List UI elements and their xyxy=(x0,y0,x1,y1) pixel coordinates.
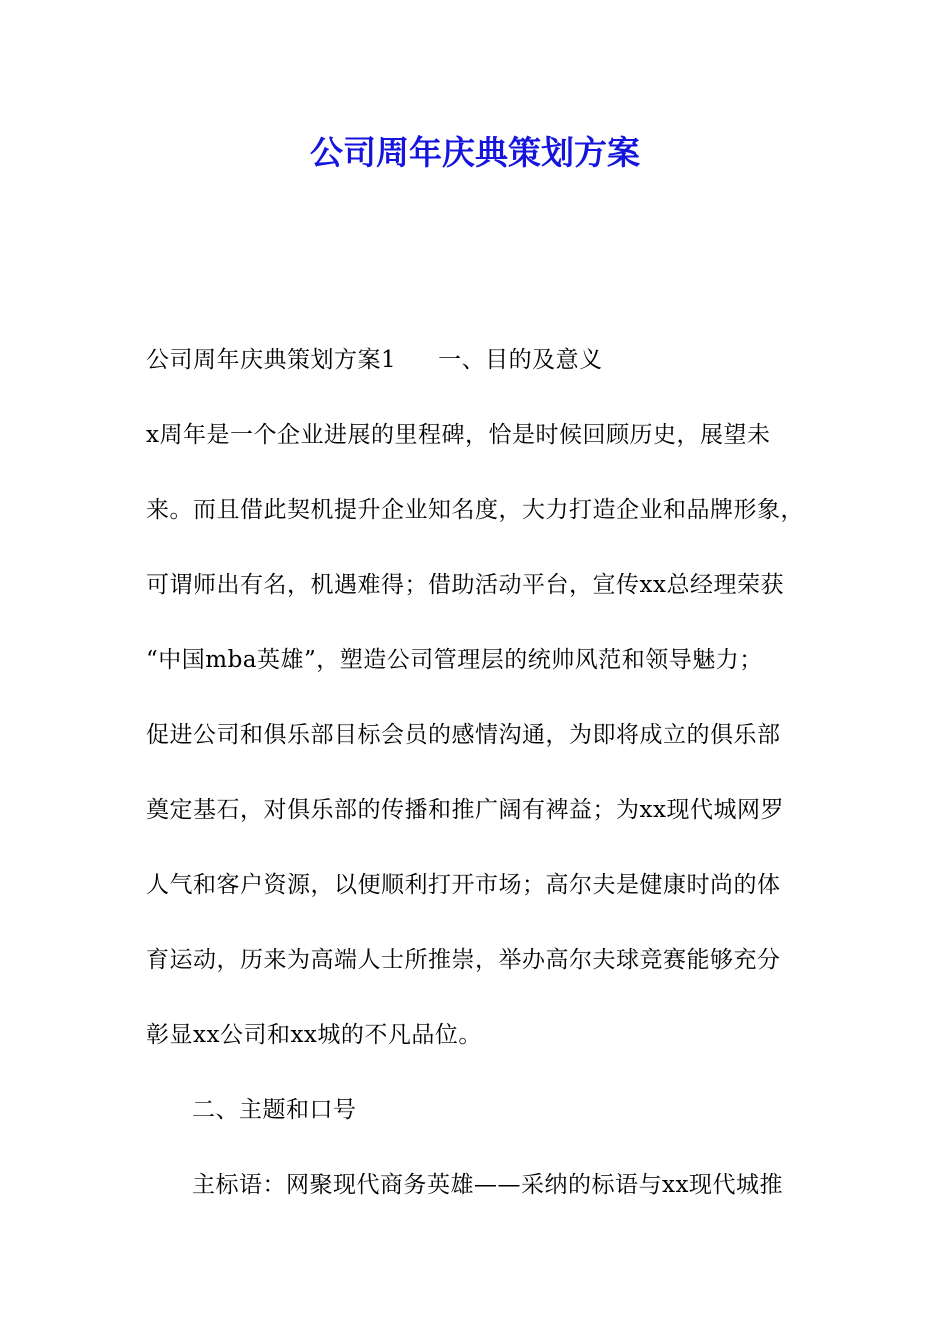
body-line: x周年是一个企业进展的里程碑，恰是时候回顾历史，展望未 xyxy=(146,422,771,448)
body-line: 主标语：网聚现代商务英雄——采纳的标语与xx现代城推 xyxy=(192,1172,783,1198)
heading-line xyxy=(146,344,603,376)
body-line: 来。而且借此契机提升企业知名度，大力打造企业和品牌形象， xyxy=(146,497,804,523)
document-subtitle: 公司周年庆典策划方案1 xyxy=(146,347,397,373)
body-line: 促进公司和俱乐部目标会员的感情沟通，为即将成立的俱乐部 xyxy=(146,722,781,748)
body-line: 彰显xx公司和xx城的不凡品位。 xyxy=(146,1022,482,1048)
body-line: 可谓师出有名，机遇难得；借助活动平台，宣传xx总经理荣获 xyxy=(146,572,784,598)
body-line: 奠定基石，对俱乐部的传播和推广阔有裨益；为xx现代城网罗 xyxy=(146,797,784,823)
page-title: 公司周年庆典策划方案 xyxy=(310,133,640,172)
section-heading-2: 二、主题和口号 xyxy=(192,1097,357,1123)
body-line: 人气和客户资源，以便顺利打开市场；高尔夫是健康时尚的体 xyxy=(146,872,781,898)
body-line: “中国mba英雄”，塑造公司管理层的统帅风范和领导魅力； xyxy=(146,647,763,673)
section-heading-1: 一、目的及意义 xyxy=(438,347,603,373)
body-line: 育运动，历来为高端人士所推崇，举办高尔夫球竞赛能够充分 xyxy=(146,947,781,973)
